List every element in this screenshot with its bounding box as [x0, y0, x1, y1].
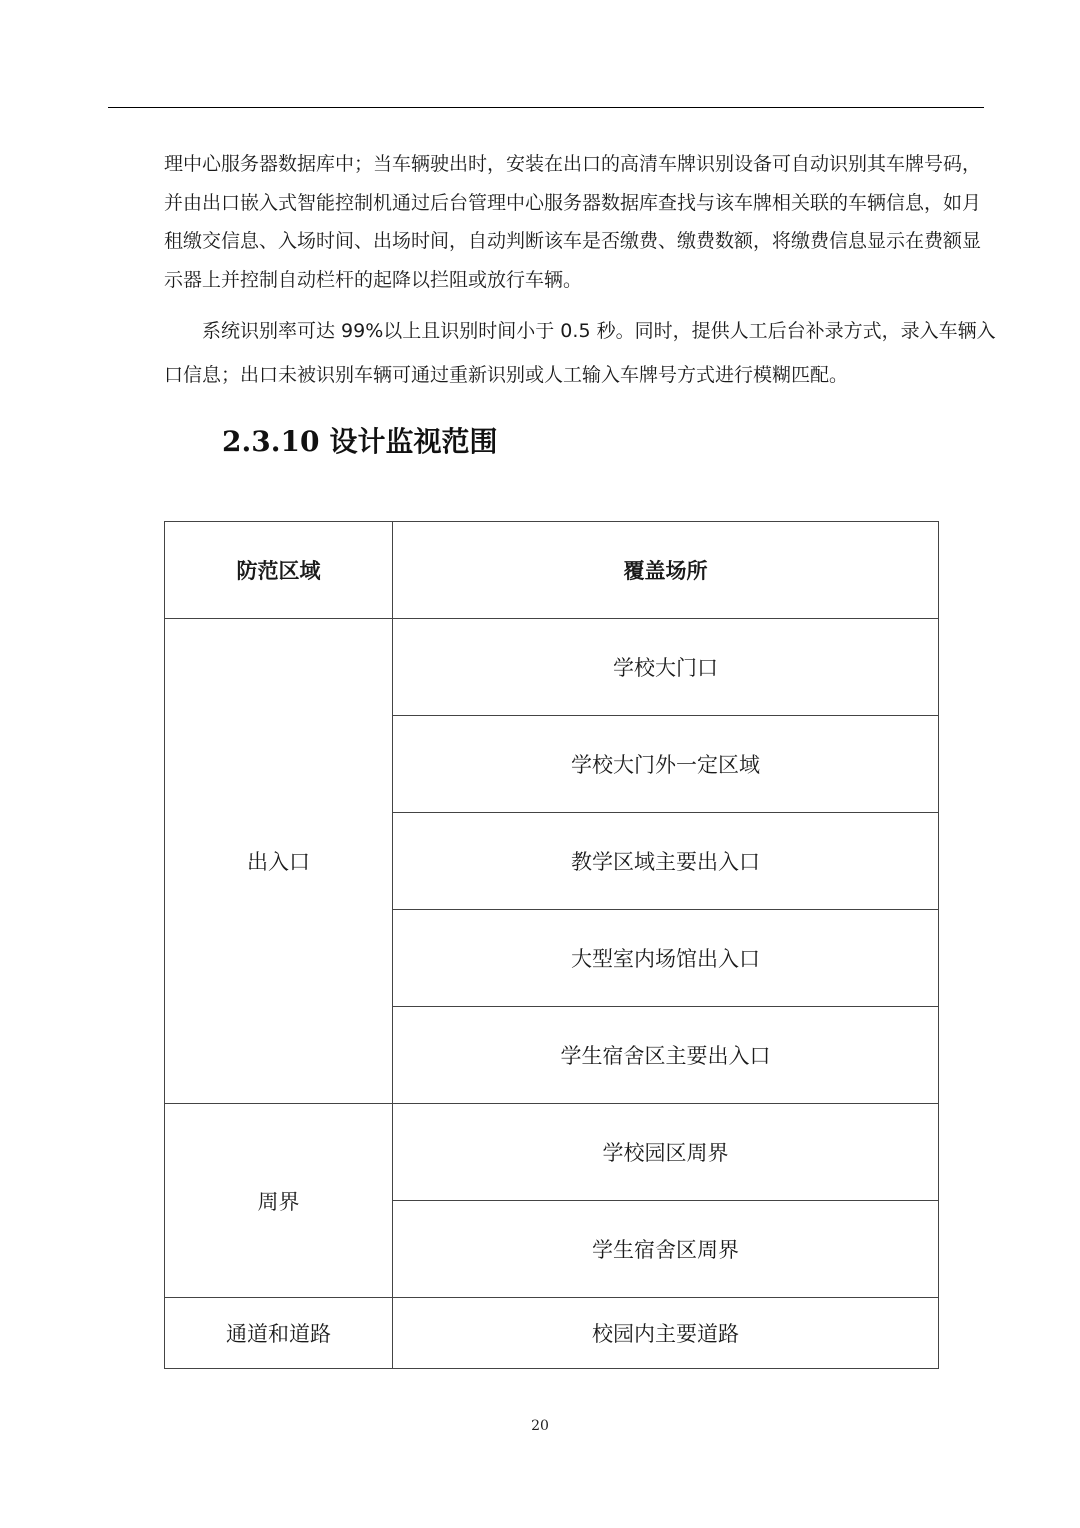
area-cell: 周界 [165, 1104, 393, 1298]
area-cell: 出入口 [165, 619, 393, 1104]
place-cell: 学校大门外一定区域 [393, 716, 939, 813]
header-places: 覆盖场所 [393, 522, 939, 619]
table-header-row [165, 522, 939, 619]
header-area: 防范区域 [165, 522, 393, 619]
place-cell: 学生宿舍区周界 [393, 1201, 939, 1298]
place-cell: 大型室内场馆出入口 [393, 910, 939, 1007]
table-row [165, 1104, 939, 1201]
table-row [165, 1298, 939, 1369]
table-row [165, 619, 939, 716]
area-cell: 通道和道路 [165, 1298, 393, 1369]
monitoring-scope-table [164, 521, 939, 1369]
paragraph-line: 租缴交信息、入场时间、出场时间，自动判断该车是否缴费、缴费数额，将缴费信息显示在费额显 [164, 230, 982, 252]
place-cell: 学校大门口 [393, 619, 939, 716]
paragraph-line: 口信息；出口未被识别车辆可通过重新识别或人工输入车牌号方式进行模糊匹配。 [164, 364, 849, 386]
paragraph-line: 并由出口嵌入式智能控制机通过后台管理中心服务器数据库查找与该车牌相关联的车辆信息，如月 [164, 191, 982, 214]
section-heading [222, 418, 497, 466]
place-cell: 教学区域主要出入口 [393, 813, 939, 910]
paragraph-line: 示器上并控制自动栏杆的起降以拦阻或放行车辆。 [164, 268, 583, 291]
paragraph-recognition-rate [164, 309, 996, 397]
place-cell: 学校园区周界 [393, 1104, 939, 1201]
paragraph-license-plate-exit [164, 145, 986, 299]
header-rule [108, 107, 984, 108]
page-number: 20 [531, 1418, 549, 1434]
section-number: 2.3.10 [222, 425, 320, 458]
place-cell: 学生宿舍区主要出入口 [393, 1007, 939, 1104]
paragraph-line: 理中心服务器数据库中；当车辆驶出时，安装在出口的高清车牌识别设备可自动识别其车牌号码， [164, 153, 982, 175]
section-title: 设计监视范围 [329, 425, 498, 458]
paragraph-line: 系统识别率可达 99%以上且识别时间小于 0.5 秒。同时，提供人工后台补录方式，录入车辆入 [202, 320, 996, 342]
place-cell: 校园内主要道路 [393, 1298, 939, 1369]
